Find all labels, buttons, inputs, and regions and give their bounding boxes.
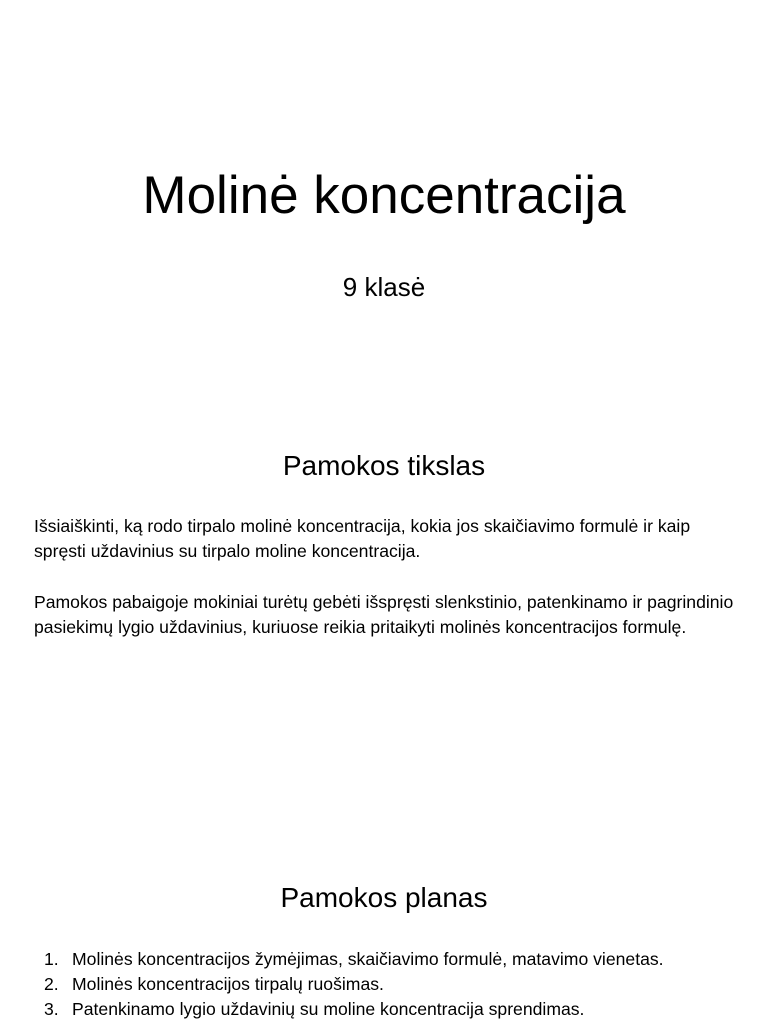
page-title: Molinė koncentracija — [142, 166, 626, 225]
list-item — [34, 972, 754, 997]
list-item-number: 3. — [44, 999, 59, 1019]
list-item-number: 2. — [44, 974, 59, 994]
list-item — [34, 947, 754, 972]
title-slide — [0, 0, 768, 384]
goal-paragraph: Pamokos pabaigoje mokiniai turėtų gebėti išspręsti slenkstinio, patenkinamo ir pagrindinio pasiekimų lygio uždavinius, kuriuose reikia pritaikyti molinės koncentracijos formulę. — [34, 592, 734, 637]
plan-heading: Pamokos planas — [280, 882, 488, 913]
list-item — [34, 997, 754, 1022]
goal-slide — [0, 384, 768, 824]
plan-list — [34, 947, 754, 1022]
goal-paragraph: Išsiaiškinti, ką rodo tirpalo molinė koncentracija, kokia jos skaičiavimo formulė ir kaip spręsti uždavinius su tirpalo moline koncentracija. — [34, 516, 691, 561]
goal-heading: Pamokos tikslas — [282, 450, 486, 481]
list-item-text: Molinės koncentracijos žymėjimas, skaičiavimo formulė, matavimo vienetas. — [72, 949, 664, 969]
list-item-text: Patenkinamo lygio uždavinių su moline koncentracija sprendimas. — [72, 999, 585, 1019]
list-item-number: 1. — [44, 949, 59, 969]
subtitle: 9 klasė — [342, 272, 426, 302]
list-item-text: Molinės koncentracijos tirpalų ruošimas. — [72, 974, 384, 994]
plan-slide — [0, 824, 768, 1024]
